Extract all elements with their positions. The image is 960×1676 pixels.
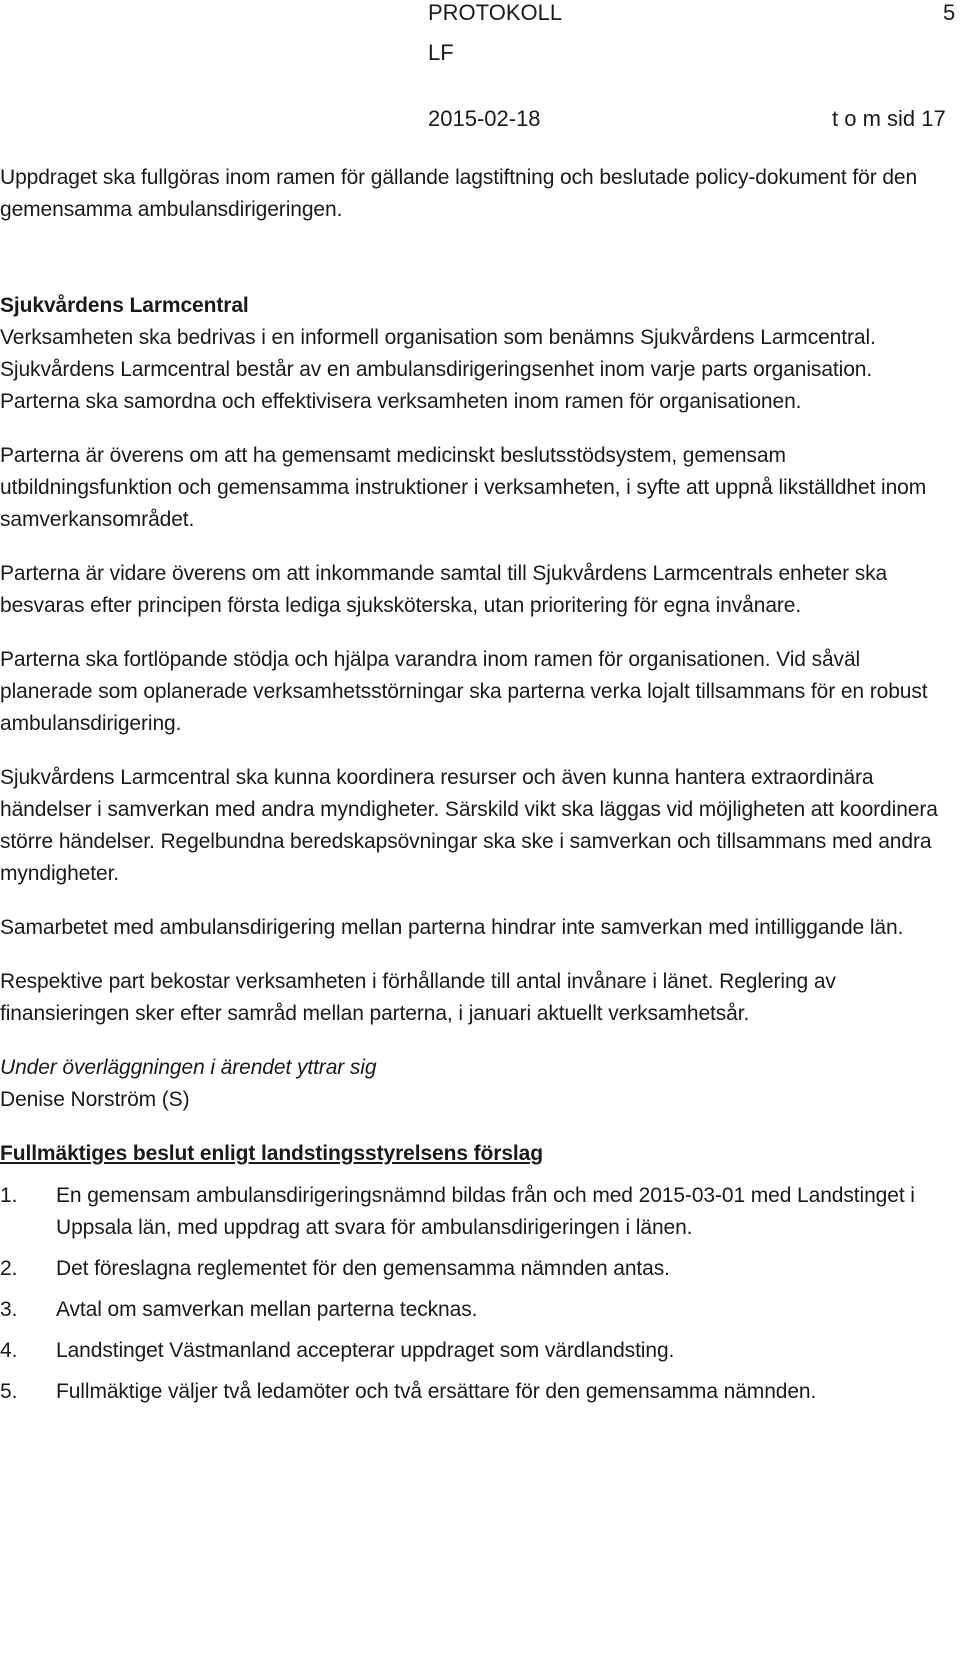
paragraph: Verksamheten ska bedrivas i en informell organisation som benämns Sjukvårdens Larmcentral. Sjukvårdens Larmcentral består av en ambulansdirigeringsenhet inom varje parts organisation. Parterna ska samordna och effektivisera verksamheten inom ramen för organisationen. — [0, 326, 876, 413]
paragraph: Parterna är vidare överens om att inkommande samtal till Sjukvårdens Larmcentrals enheter ska besvaras efter principen första lediga sjuksköterska, utan prioritering för egna invånare. — [0, 562, 888, 617]
list-item — [0, 1180, 952, 1244]
decision-list — [0, 1180, 952, 1408]
list-item — [0, 1376, 952, 1408]
list-text: En gemensam ambulansdirigeringsnämnd bildas från och med 2015-03-01 med Landstinget i Uppsala län, med uppdrag att svara för ambulansdirigeringen i länen. — [56, 1184, 915, 1239]
list-number: 4. — [0, 1339, 18, 1362]
list-number: 5. — [0, 1380, 18, 1403]
list-text: Fullmäktige väljer två ledamöter och två ersättare för den gemensamma nämnden. — [56, 1380, 817, 1403]
paragraph: Parterna är överens om att ha gemensamt medicinskt beslutsstödsystem, gemensam utbildningsfunktion och gemensamma instruktioner i verksamheten, i syfte att uppnå likställdhet inom samverkansområdet. — [0, 444, 927, 531]
paragraph: Sjukvårdens Larmcentral ska kunna koordinera resurser och även kunna hantera extraordinära händelser i samverkan med andra myndigheter. Särskild vikt ska läggas vid möjligheten att koordinera större händelser. Regelbundna beredskapsövningar ska ske i samverkan och tillsammans med andra myndigheter. — [0, 766, 938, 885]
page-number: 5 — [943, 0, 956, 25]
list-item — [0, 1253, 952, 1285]
organization-code: LF — [428, 40, 454, 65]
list-number: 3. — [0, 1298, 18, 1321]
document-type: PROTOKOLL — [428, 0, 563, 25]
list-text: Landstinget Västmanland accepterar uppdraget som värdlandsting. — [56, 1339, 675, 1362]
list-text: Avtal om samverkan mellan parterna tecknas. — [56, 1298, 478, 1321]
page-range: t o m sid 17 — [832, 106, 946, 131]
document-body — [0, 162, 952, 1417]
paragraph: Respektive part bekostar verksamheten i förhållande till antal invånare i länet. Reglering av finansieringen sker efter samråd mellan parterna, i januari aktuellt verksamhetsår. — [0, 970, 836, 1025]
paragraph: Samarbetet med ambulansdirigering mellan parterna hindrar inte samverkan med intilliggande län. — [0, 916, 904, 939]
list-item — [0, 1335, 952, 1367]
section-heading: Sjukvårdens Larmcentral — [0, 294, 249, 317]
paragraph: Parterna ska fortlöpande stödja och hjälpa varandra inom ramen för organisationen. Vid såväl planerade som oplanerade verksamhetsstörningar ska parterna verka lojalt tillsammans för en robust ambulansdirigering. — [0, 648, 928, 735]
intro-paragraph: Uppdraget ska fullgöras inom ramen för gällande lagstiftning och beslutade policy-dokument för den gemensamma ambulansdirigeringen. — [0, 166, 918, 221]
decision-heading: Fullmäktiges beslut enligt landstingsstyrelsens förslag — [0, 1142, 543, 1165]
list-number: 2. — [0, 1257, 18, 1280]
list-number: 1. — [0, 1184, 18, 1207]
speaker-name: Denise Norström (S) — [0, 1088, 190, 1111]
list-item — [0, 1294, 952, 1326]
debate-label: Under överläggningen i ärendet yttrar sig — [0, 1056, 377, 1079]
list-text: Det föreslagna reglementet för den gemensamma nämnden antas. — [56, 1257, 670, 1280]
meeting-date: 2015-02-18 — [428, 106, 541, 131]
